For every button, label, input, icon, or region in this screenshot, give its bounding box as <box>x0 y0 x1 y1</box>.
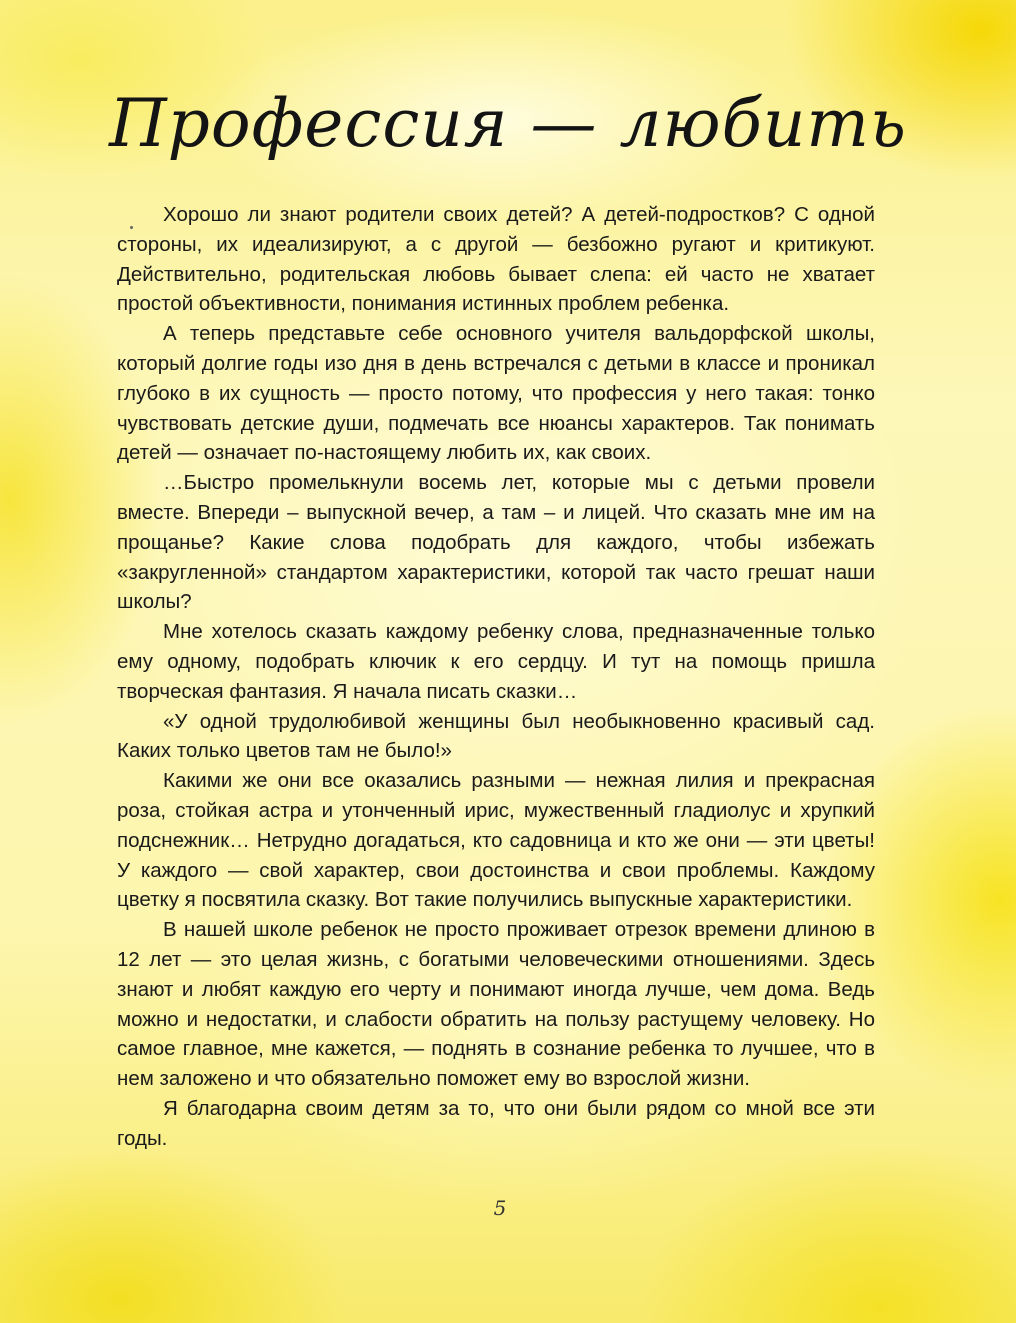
paragraph-7: В нашей школе ребенок не просто проживает отрезок времени длиною в 12 лет — это целая жизнь, с богатыми человеческими отношениями. Здесь знают и любят каждую его черту и понимают иногда лучше, чем дома. Ведь можно и недостатки, и слабости обратить на пользу растущему человеку. Но самое главное, мне кажется, — поднять в сознание ребенка то лучшее, что в нем заложено и что обязательно поможет ему во взрослой жизни. <box>117 918 875 1091</box>
paragraph-4: Мне хотелось сказать каждому ребенку слова, предназначенные только ему одному, подобрать ключик к его сердцу. И тут на помощь пришла творческая фантазия. Я начала писать сказки… <box>117 620 875 703</box>
paragraph-1: Хорошо ли знают родители своих детей? А детей-подростков? С одной стороны, их идеализируют, а с другой — безбожно ругают и критикуют. Действительно, родительская любовь бывает слепа: ей часто не хватает простой объективности, понимания истинных проблем ребенка. <box>117 203 875 316</box>
paragraph-8: Я благодарна своим детям за то, что они были рядом со мной все эти годы. <box>117 1096 875 1150</box>
article-body <box>117 200 875 1154</box>
paragraph-2: А теперь представьте себе основного учителя вальдорфской школы, который долгие годы изо дня в день встречался с детьми в классе и проникал глубоко в их сущность — просто потому, что профессия у него такая: тонко чувствовать детские души, подмечать все нюансы характеров. Так понимать детей — означает по-настоящему любить их, как своих. <box>117 322 875 465</box>
page-number: 5 <box>493 1196 507 1220</box>
page-title: Профессия — любить <box>109 85 907 162</box>
paragraph-5: «У одной трудолюбивой женщины был необыкновенно красивый сад. Каких только цветов там не было!» <box>117 709 875 763</box>
paragraph-3: …Быстро промелькнули восемь лет, которые мы с детьми провели вместе. Впереди – выпускной вечер, а там – и лицей. Что сказать мне им на прощанье? Какие слова подобрать для каждого, чтобы избежать «закругленной» стандартом характеристики, которой так часто грешат наши школы? <box>117 471 875 614</box>
paragraph-6: Какими же они все оказались разными — нежная лилия и прекрасная роза, стойкая астра и утонченный ирис, мужественный гладиолус и хрупкий подснежник… Нетрудно догадаться, кто садовница и кто же они — эти цветы! У каждого — свой характер, свои достоинства и свои проблемы. Каждому цветку я посвятила сказку. Вот такие получились выпускные характеристики. <box>117 769 875 912</box>
